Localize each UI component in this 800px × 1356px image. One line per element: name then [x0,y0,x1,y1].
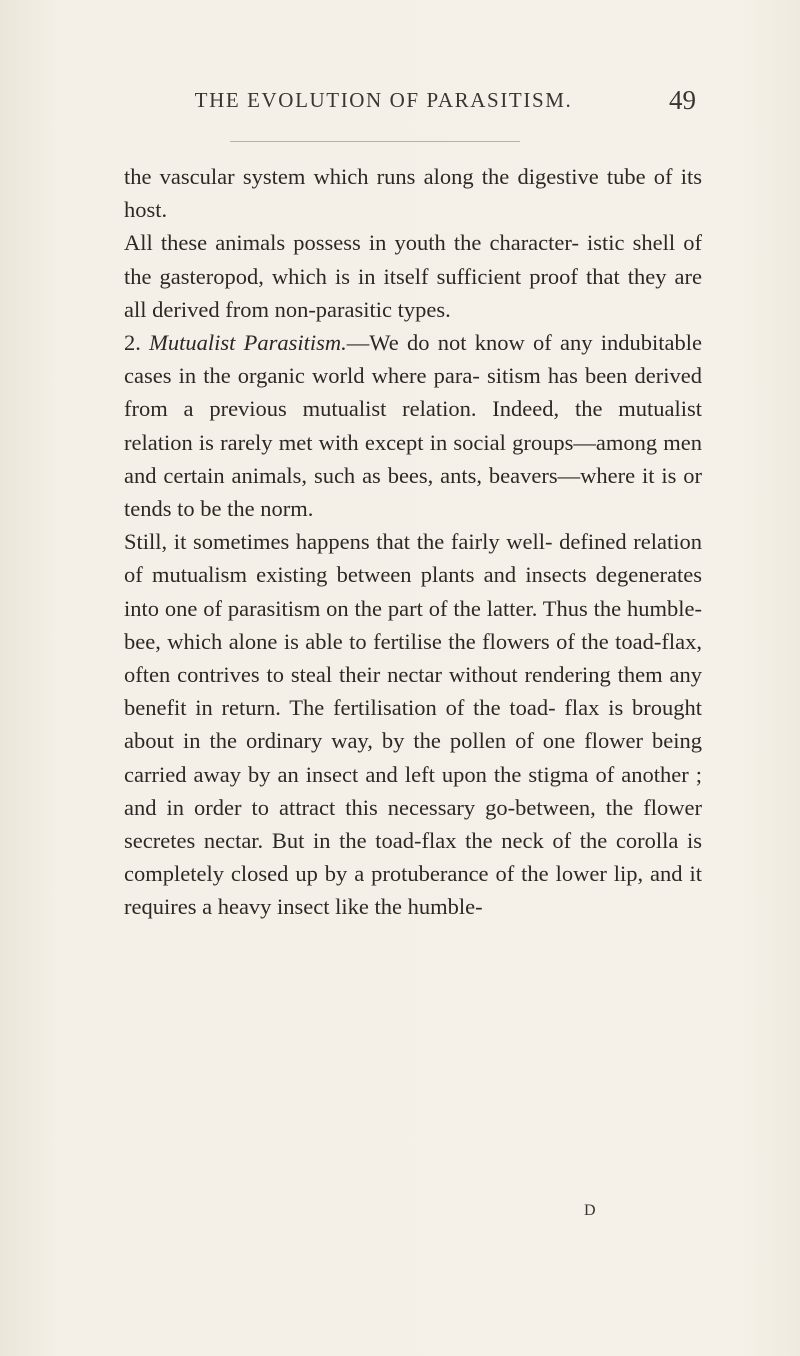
paragraph-1: the vascular system which runs along the digestive tube of its host. [124,164,702,223]
body-text [124,160,702,924]
section-heading: Mutualist Parasitism. [149,330,347,356]
paragraph-4: Still, it sometimes happens that the fairly well- defined relation of mutualism existing between plants and insects degenerates into one of parasitism on the part of the latter. Thus the humble-bee, which alone is able to fertilise the flowers of the toad-flax, often contrives to steal their nectar without rendering them any benefit in return. The fertilisation of the toad- flax is brought about in the ordinary way, by the pollen of one flower being carried away by an insect and left upon the stigma of another ; and in order to attract this necessary go-between, the flower secretes nectar. But in the toad-flax the neck of the corolla is completely closed up by a protuberance of the lower lip, and it requires a heavy insect like the humble- [124,529,702,920]
running-title: THE EVOLUTION OF PARASITISM. [194,88,573,112]
signature-mark: D [584,1202,596,1219]
section-number: 2. [124,330,150,356]
paragraph-2: All these animals possess in youth the character- istic shell of the gasteropod, which is in itself sufficient proof that they are all derived from non-parasitic types. [124,230,702,322]
paragraph-3 [124,326,702,525]
page-number: 49 [669,85,696,115]
header-rule [230,141,520,142]
running-head [116,80,696,120]
paragraph-3-text: —We do not know of any indubitable cases in the organic world where para- sitism has been derived from a previous mutualist relation. Indeed, the mutualist relation is rarely met with except in social groups—among men and certain animals, such as bees, ants, beavers—where it is or tends to be the norm. [124,330,702,522]
